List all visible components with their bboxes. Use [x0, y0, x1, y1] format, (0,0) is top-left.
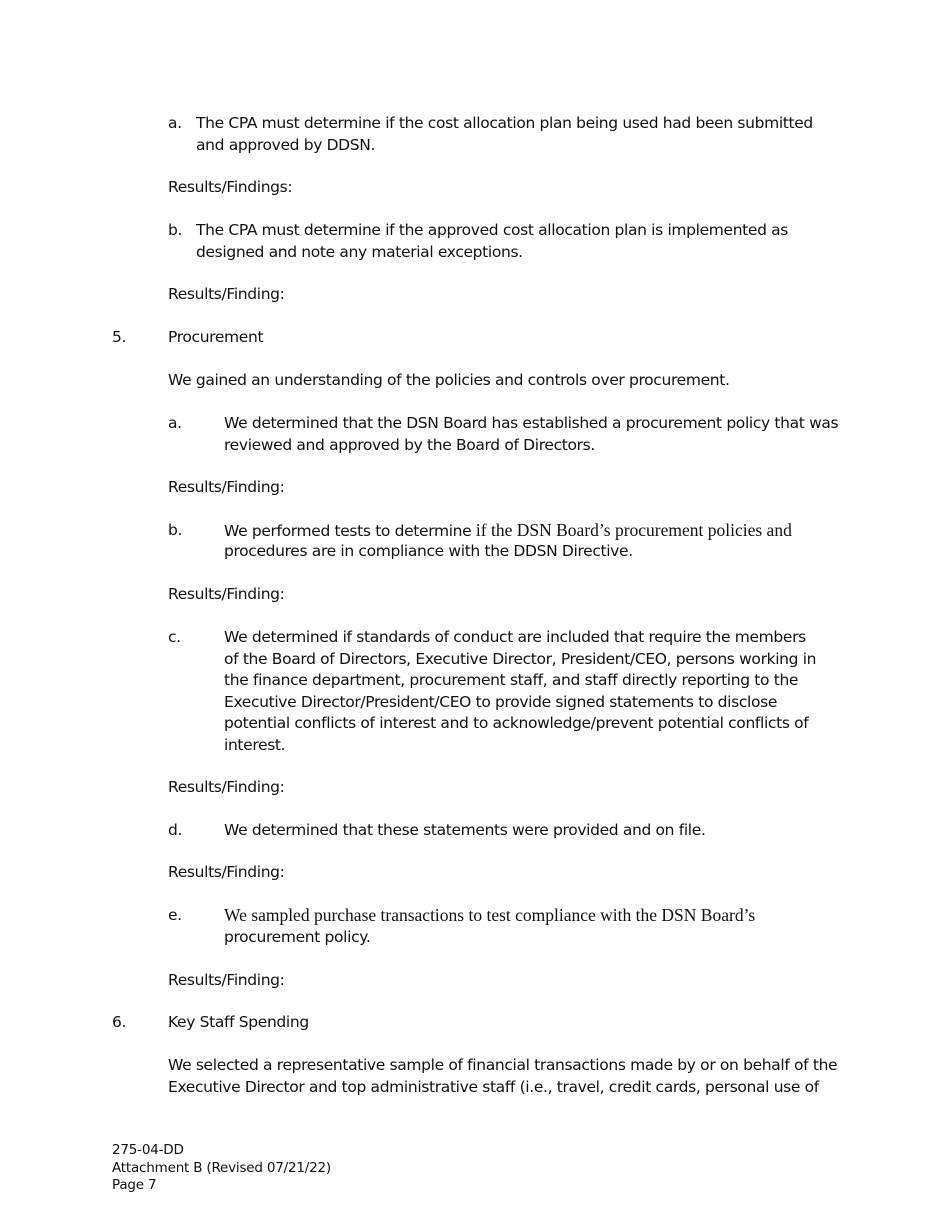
- section-5-b-line1: [224, 520, 844, 543]
- section-5-c-marker: c.: [168, 628, 181, 646]
- footer-page-number: Page 7: [112, 1177, 157, 1193]
- section-5-a-text: We determined that the DSN Board has established a procurement policy that was reviewed and approved by the Board of Directors.: [224, 414, 839, 454]
- item-a-text: The CPA must determine if the cost allocation plan being used had been submitted and approved by DDSN.: [196, 114, 813, 154]
- section-5-b-text-sans: We performed tests to determine: [224, 522, 476, 540]
- section-5-d-results: Results/Finding:: [168, 863, 285, 881]
- section-5-title: Procurement: [168, 328, 264, 346]
- section-6-number: 6.: [112, 1013, 127, 1031]
- section-5-a-marker: a.: [168, 414, 182, 432]
- footer-doc-id: 275-04-DD: [112, 1142, 184, 1158]
- section-5-b-line2: procedures are in compliance with the DDSN Directive.: [224, 542, 633, 560]
- page-footer: [112, 1142, 331, 1195]
- section-5-c-text: We determined if standards of conduct are included that require the members of the Board of Directors, Executive Director, President/CEO, persons working in the finance department, procurement staff, and staff directly reporting to the Executive Director/President/CEO to provide signed statements to disclose potential conflicts of interest and to acknowledge/prevent potential conflicts of interest.: [224, 628, 817, 754]
- section-5-d-marker: d.: [168, 821, 183, 839]
- section-5-b-marker: b.: [168, 521, 183, 539]
- item-b-marker: b.: [168, 221, 183, 239]
- section-5-number: 5.: [112, 328, 127, 346]
- item-b-text: The CPA must determine if the approved cost allocation plan is implemented as designed and note any material exceptions.: [196, 221, 789, 261]
- section-5-e-line2: procurement policy.: [224, 928, 371, 946]
- section-5-e-line1: We sampled purchase transactions to test compliance with the DSN Board’s: [224, 905, 756, 925]
- section-5-e-marker: e.: [168, 906, 182, 924]
- section-5-d-text: We determined that these statements were provided and on file.: [224, 821, 706, 839]
- results-finding-2: Results/Finding:: [168, 285, 285, 303]
- section-5-c-results: Results/Finding:: [168, 778, 285, 796]
- item-a-marker: a.: [168, 114, 182, 132]
- footer-attachment: Attachment B (Revised 07/21/22): [112, 1159, 331, 1176]
- section-6-title: Key Staff Spending: [168, 1013, 309, 1031]
- section-5-e-results: Results/Finding:: [168, 971, 285, 989]
- section-5-a-results: Results/Finding:: [168, 478, 285, 496]
- section-6-intro: We selected a representative sample of financial transactions made by or on behalf of the Executive Director and top administrative staff (i.e., travel, credit cards, personal use of: [168, 1056, 838, 1096]
- section-5-b-results: Results/Finding:: [168, 585, 285, 603]
- section-5-b-text-serif: if the DSN Board’s procurement policies and: [475, 520, 792, 540]
- results-findings-1: Results/Findings:: [168, 178, 293, 196]
- section-5-intro: We gained an understanding of the policies and controls over procurement.: [168, 371, 730, 389]
